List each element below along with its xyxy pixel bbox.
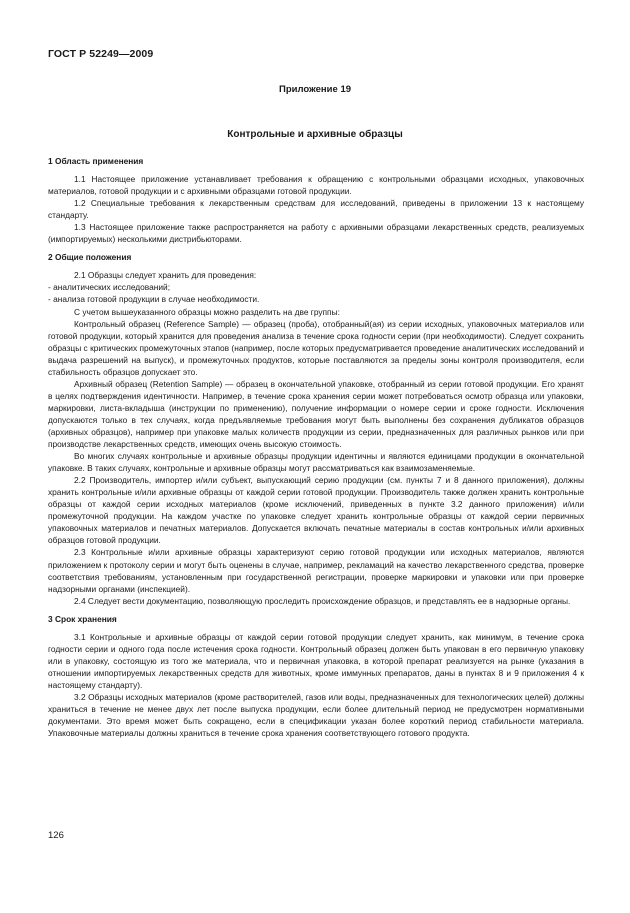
paragraph: С учетом вышеуказанного образцы можно разделить на две группы: bbox=[74, 306, 340, 317]
page-number: 126 bbox=[48, 830, 64, 841]
section-3 bbox=[48, 613, 584, 739]
list-item: - аналитических исследований; bbox=[48, 282, 171, 293]
section-heading: 3 Срок хранения bbox=[48, 613, 117, 624]
page-title: Контрольные и архивные образцы bbox=[227, 129, 403, 140]
paragraph: Контрольный образец (Reference Sample) — образец (проба), отобранный(ая) из серии исходных, упаковочных материалов или готовой продукции, который хранится для проведения анализа в течение срока годности серии (при необходимости). Следует сохранить образцы с критических промежуточных этапов (например, после которых предусматривается проведение аналитических исследований и выдача разрешений на выпуск), и промежуточных продуктов, которые поставляются за пределы зоны контроля производителя, если стабильность образцов допускает это. bbox=[48, 318, 584, 377]
paragraph: 2.2 Производитель, импортер и/или субъект, выпускающий серию продукции (см. пункты 7 и 8 данного приложения), должны хранить контрольные и/или архивные образцы от каждой серии готовой продукции. Производитель также должен хранить контрольные образцы от каждой серии исходных материалов (кроме исключений, приведенных в пункте 3.2 данного приложения) и/или промежуточной продукции. На каждом участке по упаковке следует хранить контрольные образцы от каждой серии первичных упаковочных материалов и печатных материалов. Допускается включать печатные материалы в состав контрольных и/или архивных образцов готовой продукции. bbox=[48, 475, 584, 546]
section-heading: 1 Область применения bbox=[48, 156, 144, 166]
paragraph: 1.3 Настоящее приложение также распространяется на работу с архивными образцами лекарственных средств, реализуемых (импортируемых) несколькими дистрибьюторами. bbox=[48, 222, 584, 245]
section-heading: 2 Общие положения bbox=[48, 252, 132, 263]
paragraph: 2.1 Образцы следует хранить для проведения: bbox=[74, 270, 257, 281]
paragraph: 1.2 Специальные требования к лекарственным средствам для исследований, приведены в приложении 13 к настоящему стандарту. bbox=[48, 198, 584, 221]
paragraph: 3.1 Контрольные и архивные образцы от каждой серии готовой продукции следует хранить, как минимум, в течение срока годности серии и одного года после истечения срока годности. Контрольный образец должен быть упакован в его первичную упаковку или в упаковку, состоящую из того же материала, что и первичная упаковка, в которой препарат реализуется на рынке (указания в отношении импортируемых лекарственных средств для животных, кроме иммунных препаратов, даны в пунктах 8 и 9 приложения 4 к настоящему стандарту). bbox=[48, 631, 584, 690]
paragraph: 1.1 Настоящее приложение устанавливает требования к обращению с контрольными образцами исходных, упаковочных материалов, готовой продукции и с архивными образцами готовой продукции. bbox=[48, 174, 584, 197]
paragraph: Во многих случаях контрольные и архивные образцы продукции идентичны и являются единицами продукции в окончательной упаковке. В таких случаях, контрольные и архивные образцы могут рассматриваться как взаимозаменяемые. bbox=[48, 451, 584, 474]
appendix-label: Приложение 19 bbox=[278, 84, 352, 95]
document-header: ГОСТ Р 52249—2009 bbox=[48, 48, 154, 60]
paragraph: 2.4 Следует вести документацию, позволяющую проследить происхождение образцов, и представлять ее в надзорные органы. bbox=[74, 595, 571, 606]
paragraph: 3.2 Образцы исходных материалов (кроме растворителей, газов или воды, предназначенных для технологических целей) должны храниться в течение не менее двух лет после выпуска продукции, если более длительный период не предусмотрен нормативными документами. Это время может быть сокращено, если в спецификации указан более короткий период стабильности материала. Упаковочные материалы должны храниться в течение срока хранения соответствующего готового продукта. bbox=[48, 691, 584, 739]
paragraph: Архивный образец (Retention Sample) — образец в окончательной упаковке, отобранный из серии готовой продукции. Его хранят в целях подтверждения идентичности. Например, в течение срока хранения серии может потребоваться осмотр образца или упаковки, маркировки, листа-вкладыша (инструкции по применению), получение информации о номере серии и сроке годности. Исключения допускаются только в тех случаях, когда предъявляемые требования могут быть выполнены без сохранения дубликатов образцов (архивных образцов), например при упаковке малых количеств продукции из серии, предназначенных для различных рынков или при производстве лекарственных средств, имеющих очень высокую стоимость. bbox=[48, 378, 584, 450]
list-item: - анализа готовой продукции в случае необходимости. bbox=[48, 294, 260, 305]
document-body bbox=[48, 155, 584, 745]
paragraph: 2.3 Контрольные и/или архивные образцы характеризуют серию готовой продукции или исходных материалов, являются приложением к протоколу серии и могут быть оценены в случае, например, рекламаций на качество лекарственного средства, проверке соответствия требованиям, установленным при государственной регистрации, проверке маркировки и упаковки или при проверке надзорными органами (инспекцией). bbox=[48, 547, 584, 594]
section-2 bbox=[48, 251, 584, 606]
section-1 bbox=[48, 155, 584, 245]
